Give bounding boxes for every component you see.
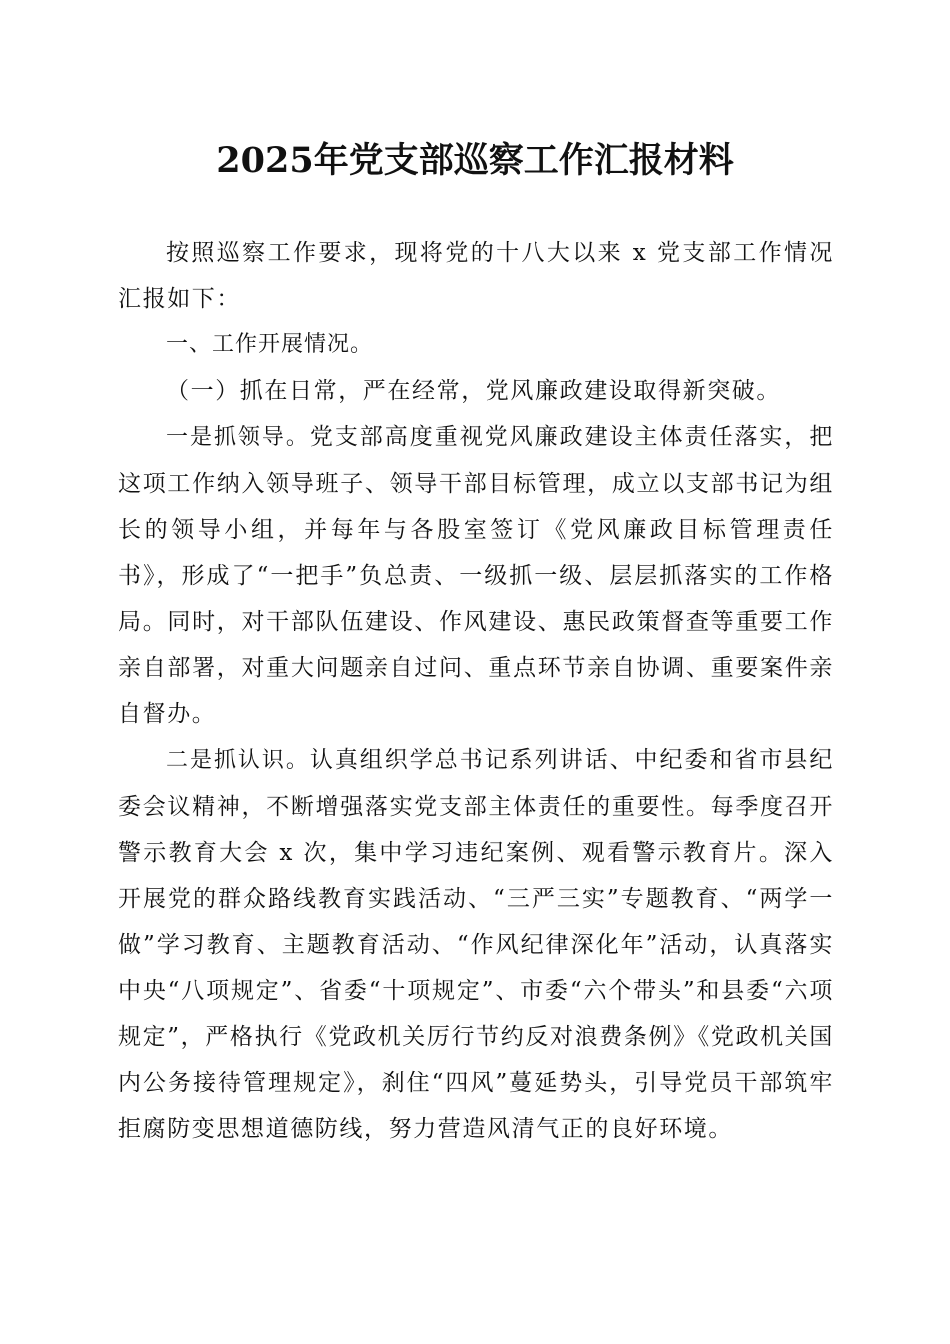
subsection-heading-1: （一）抓在日常，严在经常，党风廉政建设取得新突破。 <box>166 378 781 404</box>
point-2-text: 认真组织学总书记系列讲话、中纪委和省市县纪委会议精神，不断增强落实党支部主体责任的重要性。每季度召开警示教育大会 x 次，集中学习违纪案例、观看警示教育片。深入开展党的群众路线教育实践活动、“三严三实”专题教育、“两学一做”学习教育、主题教育活动、“作风纪律深化年”活动，认真落实中央“八项规定”、省委“十项规定”、市委“六个带头”和县委“六项规定”，严格执行《党政机关厉行节约反对浪费条例》《党政机关国内公务接待管理规定》，刹住“四风”蔓延势头，引导党员干部筑牢拒腐防变思想道德防线，努力营造风清气正的良好环境。 <box>118 747 834 1142</box>
point-1-lead: 一是抓领导。 <box>166 425 310 450</box>
point-2-paragraph <box>118 737 834 1152</box>
intro-paragraph: 按照巡察工作要求，现将党的十八大以来 x 党支部工作情况汇报如下： <box>118 240 834 312</box>
section-heading-1: 一、工作开展情况。 <box>166 332 374 357</box>
document-body <box>118 230 834 1152</box>
point-1-paragraph <box>118 414 834 737</box>
point-2-lead: 二是抓认识。 <box>166 748 310 773</box>
document-title: 2025年党支部巡察工作汇报材料 <box>216 140 734 181</box>
point-1-text: 党支部高度重视党风廉政建设主体责任落实，把这项工作纳入领导班子、领导干部目标管理，成立以支部书记为组长的领导小组，并每年与各股室签订《党风廉政目标管理责任书》，形成了“一把手”负总责、一级抓一级、层层抓落实的工作格局。同时，对干部队伍建设、作风建设、惠民政策督查等重要工作亲自部署，对重大问题亲自过问、重点环节亲自协调、重要案件亲自督办。 <box>118 424 834 727</box>
